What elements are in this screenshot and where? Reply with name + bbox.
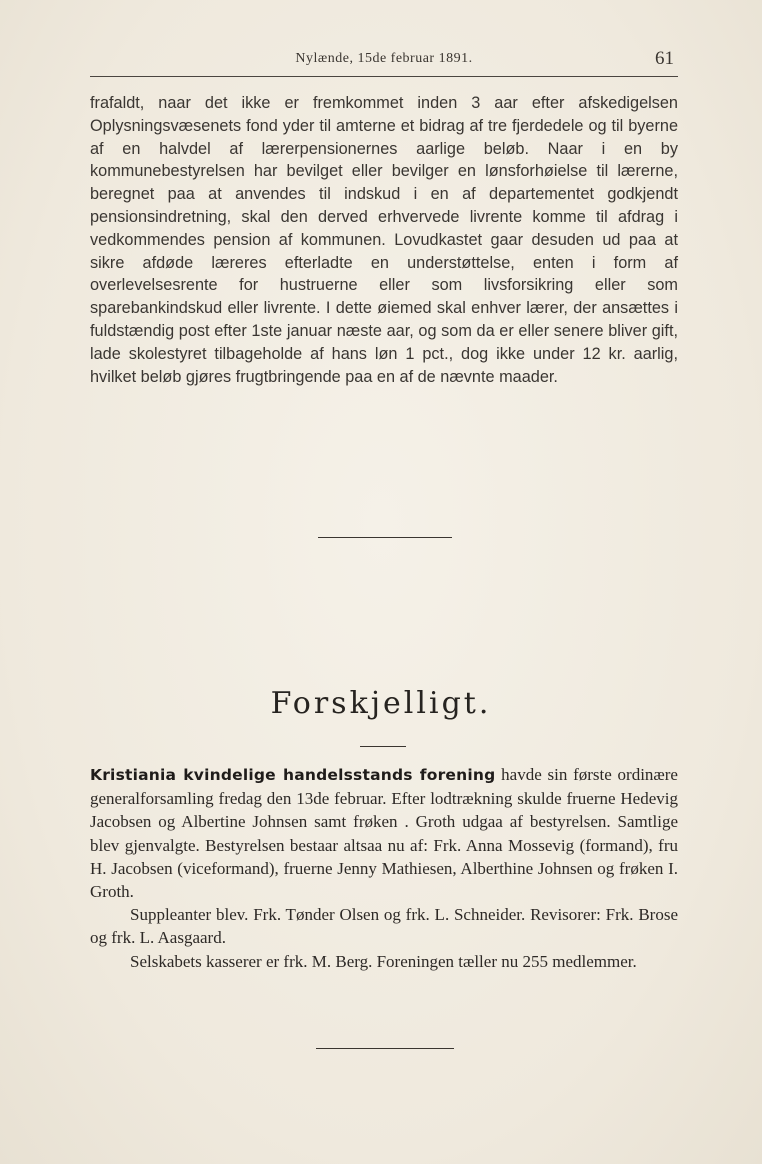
- body-paragraph-pension: frafaldt, naar det ikke er fremkommet inden 3 aar efter afskedigelsen Oplysningsvæsenets fond yder til amterne et bidrag af tre fjerdedele og til byerne af en halvdel af lærerpensionernes aarlige beløb. Naar i en by kommunebestyrelsen har bevilget eller bevilger en lønsforhøielse til lærerne, beregnet paa at anvendes til indskud i en af departementet godkjendt pensionsindretning, skal den derved erhvervede livrente komme til afdrag i vedkommendes pension af kommunen. Lovudkastet gaar desuden ud paa at sikre afdøde læreres efterladte en understøttelse, enten i form af overlevelsesrente for hustruerne eller som livsforsikring eller som sparebankindskud eller livrente. I dette øiemed skal enhver lærer, der ansættes i fuldstændig post efter 1ste januar næste aar, og som da er eller senere bliver gift, lade skolestyret tilbageholde af hans løn 1 pct., dog ikke under 12 kr. aarlig, hvilket beløb gjøres frugtbringende paa en af de nævnte maader.: [90, 94, 678, 386]
- body-paragraph-suppleanter: Suppleanter blev. Frk. Tønder Olsen og frk. L. Schneider. Revisorer: Frk. Brose og frk. L. Aasgaard.: [90, 905, 678, 948]
- section-title: Forskjelligt.: [270, 686, 492, 721]
- section-body: [90, 763, 678, 973]
- page-number: 61: [655, 48, 674, 69]
- body-paragraph-kasserer: Selskabets kasserer er frk. M. Berg. Foreningen tæller nu 255 medlemmer.: [130, 951, 637, 971]
- running-title: Nylænde, 15de februar 1891.: [295, 51, 473, 66]
- body-paragraph-meeting: [90, 763, 678, 903]
- running-header: [90, 46, 678, 77]
- meeting-text: havde sin første ordinære generalforsamling fredag den 13de februar. Efter lodtrækning skulde fruerne Hedevig Jacobsen og Albertine Johnsen samt frøken . Groth udgaa af bestyrelsen. Samtlige blev gjenvalgte. Bestyrelsen bestaar altsaa nu af: Frk. Anna Mossevig (formand), fru H. Jacobsen (viceformand), fruerne Jenny Mathiesen, Alberthine Johnsen og frøken I. Groth.: [90, 765, 678, 902]
- section-divider-rule: [318, 537, 452, 538]
- lead-organization-name: Kristiania kvindelige handelsstands forening: [90, 766, 496, 784]
- title-underline-rule: [360, 746, 406, 747]
- end-divider-rule: [316, 1048, 454, 1049]
